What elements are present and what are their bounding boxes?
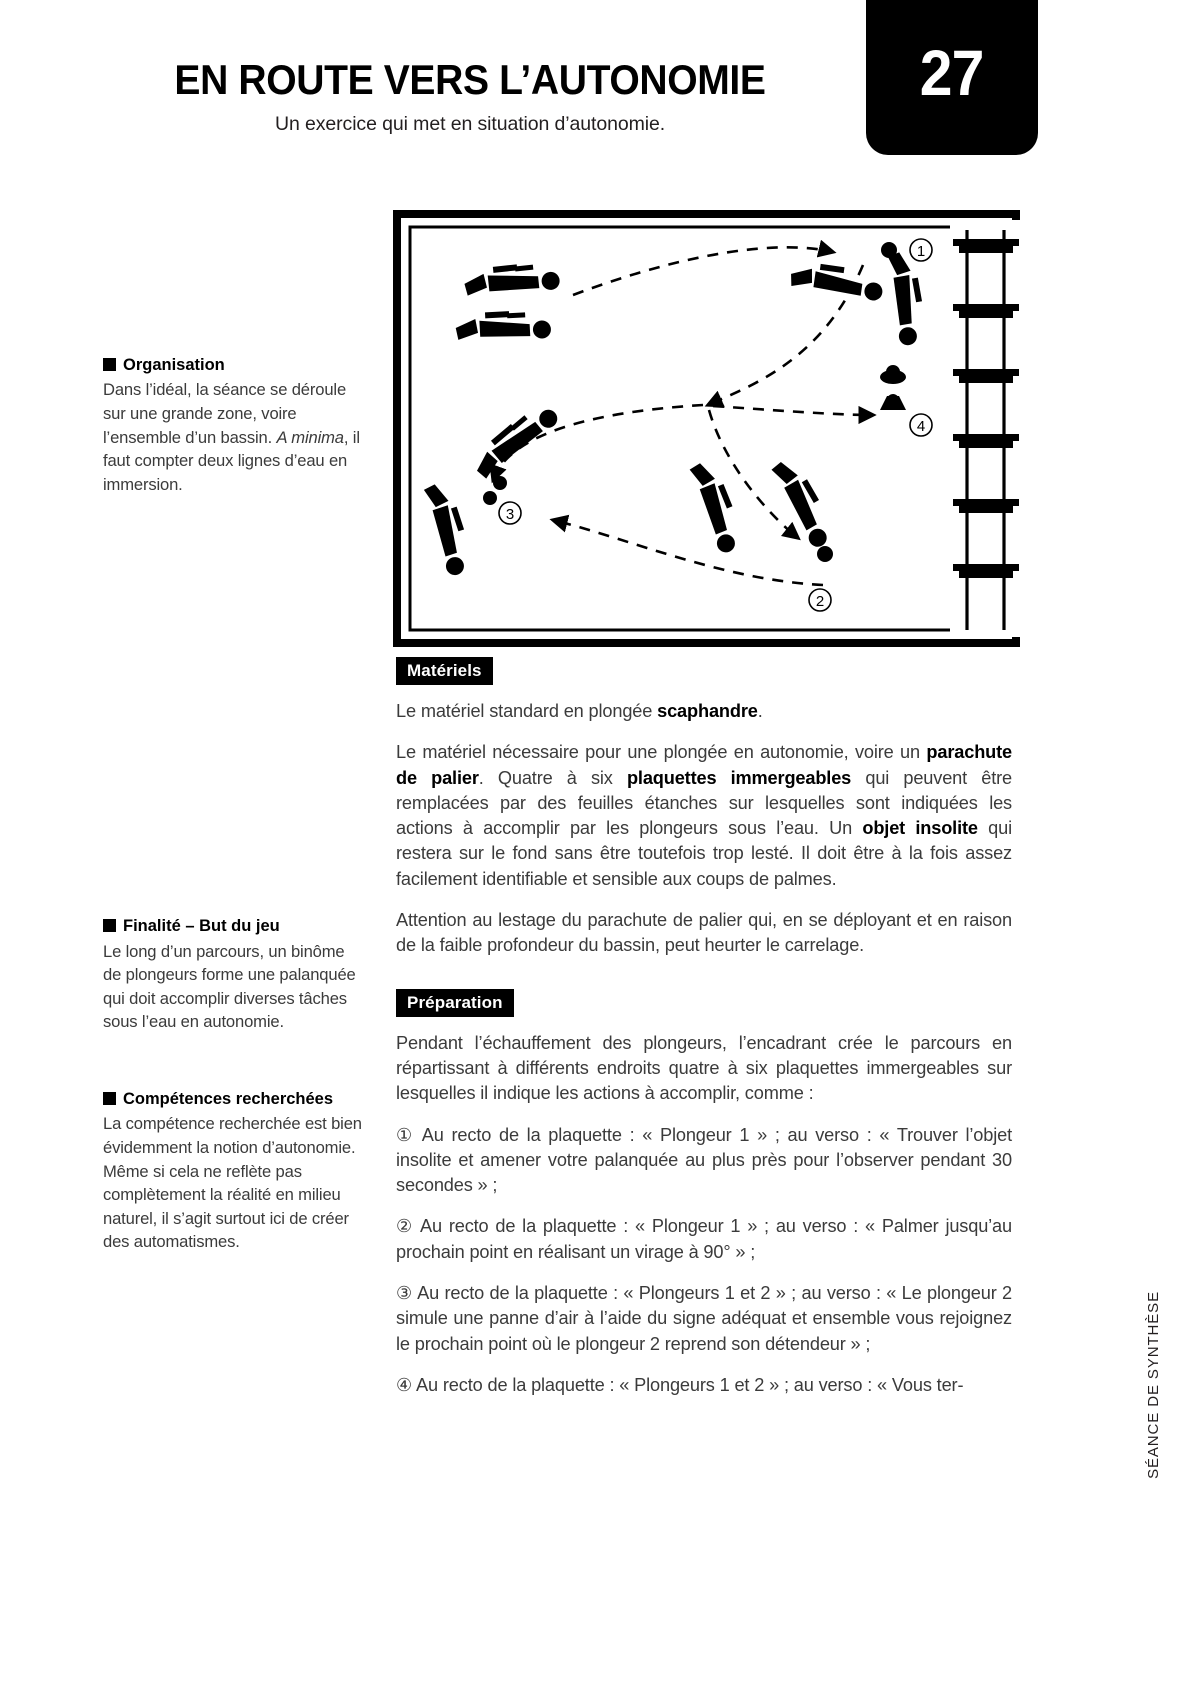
sidebar-heading-label: Finalité – But du jeu: [123, 917, 280, 936]
page-title: EN ROUTE VERS L’AUTONOMIE: [174, 56, 766, 103]
mat-p1-pre: Le matériel standard en plongée: [396, 701, 658, 721]
square-bullet-icon: [103, 1092, 116, 1105]
sidebar: [103, 355, 365, 1254]
page-subtitle: Un exercice qui met en situation d’autonomie.: [274, 112, 666, 135]
main-content: [396, 657, 1012, 1414]
sidebar-body-finalite: Le long d’un parcours, un binôme de plongeurs forme une palanquée qui doit accomplir diverses tâches sous l’eau en autonomie.: [103, 941, 356, 1032]
plaquette-dot-3b: [483, 491, 497, 505]
pool-steps-column: [950, 220, 1020, 637]
svg-text:2: 2: [815, 593, 825, 610]
mat-p2-bold-3: objet insolite: [862, 818, 978, 839]
square-bullet-icon: [103, 919, 116, 932]
exercise-number: 27: [920, 36, 984, 109]
preparation-item-2: ② Au recto de la plaquette : « Plongeur 1 » ; au verso : « Palmer jusqu’au prochain point en réalisant un virage à 90° » ;: [396, 1216, 1012, 1262]
marker-2: [809, 589, 831, 611]
mat-p2-c: qui peuvent être remplacées par des feuilles étanches sur lesquelles sont indiquées les actions à accomplir par les plongeurs sous l’eau. Un: [396, 767, 1012, 839]
sidebar-body-competences: La compétence recherchée est bien évidemment la notion d’autonomie. Même si cela ne reflète pas complètement la réalité en milieu naturel, il s’agit surtout ici de créer des automatismes.: [103, 1114, 362, 1252]
section-tag-preparation: Préparation: [396, 989, 514, 1017]
preparation-intro: Pendant l’échauffement des plongeurs, l’encadrant crée le parcours en répartissant à différents endroits quatre à six plaquettes immergeables sur lesquelles il indique les actions à accomplir, comme :: [396, 1032, 1012, 1104]
materiels-paragraph-3: Attention au lestage du parachute de palier qui, en se déployant et en raison de la faible profondeur du bassin, peut heurter le carrelage.: [396, 910, 1012, 956]
diver-group-topleft: [455, 260, 561, 343]
materiels-paragraph-1: [396, 699, 1012, 724]
mat-p1-post: .: [757, 701, 763, 721]
plaquette-dot-1: [881, 242, 897, 258]
mat-p2-a: Le matériel nécessaire pour une plongée en autonomie, voire un: [396, 742, 927, 763]
title-wrapper: [110, 58, 830, 136]
sidebar-heading-competences: [103, 1089, 365, 1110]
org-text-pre: Dans l’idéal, la séance se déroule sur une grande zone, voire l’ensemble d’un bassin.: [103, 380, 347, 447]
diver-group-topright: [789, 250, 929, 347]
preparation-item-3: ③ Au recto de la plaquette : « Plongeurs 1 et 2 » ; au verso : « Le plongeur 2 simule une panne d’air à l’aide du signe adéquat et ensemble vous rejoignez le prochain point où le plongeur 2 reprend son détendeur » ;: [396, 1283, 1012, 1354]
vertical-section-label: SÉANCE DE SYNTHÈSE: [1145, 1291, 1162, 1479]
diver-group-leftmiddle: [420, 398, 561, 578]
svg-text:1: 1: [916, 243, 926, 260]
sidebar-heading-label: Organisation: [123, 356, 225, 374]
pool-diagram-svg: [393, 210, 1020, 647]
org-text-emphasis: A minima: [276, 427, 344, 447]
plaquette-dot-3a: [493, 476, 507, 490]
sidebar-body-organisation: [103, 378, 365, 496]
mat-p2-d: qui restera sur le fond sans être toutefois trop lesté. Il doit être à la fois assez facilement identifiable et sensible aux coups de palmes.: [396, 818, 1012, 889]
square-bullet-icon: [103, 358, 116, 371]
sidebar-heading-label: Compétences recherchées: [123, 1089, 334, 1108]
svg-text:4: 4: [916, 418, 926, 435]
section-tag-materiels: Matériels: [396, 657, 493, 685]
mat-p2-bold-1: parachute de palier: [396, 742, 1012, 788]
svg-text:3: 3: [505, 506, 515, 523]
path-segment-5: [713, 406, 873, 415]
pool-course-diagram: [393, 210, 1020, 647]
sidebar-heading-organisation: [103, 355, 365, 376]
page-header: [0, 0, 1200, 175]
plaquette-dot-2: [817, 546, 833, 562]
path-segment-1: [573, 247, 833, 295]
sidebar-heading-finalite: [103, 916, 365, 937]
marker-3: [499, 502, 521, 524]
exercise-number-badge: [866, 0, 1038, 155]
preparation-item-4: ④ Au recto de la plaquette : « Plongeurs 1 et 2 » ; au verso : « Vous ter-: [396, 1374, 964, 1395]
preparation-item-1: ① Au recto de la plaquette : « Plongeur 1 » ; au verso : « Trouver l’objet insolite et amener votre palanquée au plus près pour l’observer pendant 30 secondes » ;: [396, 1124, 1012, 1196]
mat-p2-b: . Quatre à six: [478, 767, 627, 788]
sidebar-block-competences: [103, 1089, 365, 1254]
path-segment-6: [553, 520, 823, 585]
marker-4: [910, 414, 932, 436]
objet-insolite-icon: [880, 365, 906, 410]
materiels-paragraph-2: [396, 740, 1012, 892]
sidebar-block-organisation: [103, 355, 365, 496]
org-text-post: , il faut compter deux lignes d’eau en immersion.: [103, 427, 360, 494]
sidebar-block-finalite: [103, 916, 365, 1034]
marker-1: [910, 239, 932, 261]
mat-p1-bold: scaphandre: [657, 701, 758, 721]
mat-p2-bold-2: plaquettes immergeables: [626, 767, 852, 788]
